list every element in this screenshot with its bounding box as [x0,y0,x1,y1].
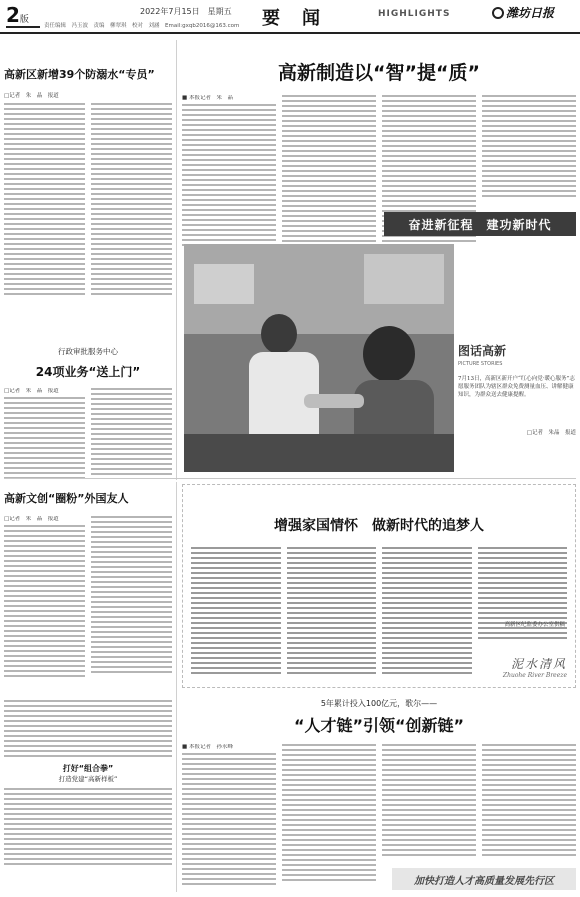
body-text-col2 [91,516,172,677]
article-byline: □记者 朱 晶 报道 [4,93,59,99]
article-title: 高新区新增39个防溺水“专员” [4,68,155,81]
logo-icon [492,7,504,19]
article-party-building [4,700,172,892]
article-title: 24项业务“送上门” [35,365,141,379]
body-text-col2 [282,744,376,885]
article-family-patriotism [182,484,576,688]
footer-slogan-text: 加快打造人才高质量发展先行区 [414,875,554,887]
article-byline: ■ 本报记者 朱 晶 [182,95,233,101]
page-header [0,0,580,34]
article-subtitle: 打造党建“高新样板” [58,775,118,783]
article-title: 打好“组合拳” [62,764,114,773]
banner-text: 奋进新征程 建功新时代 [408,217,552,232]
article-title: 增强家国情怀 做新时代的追梦人 [274,518,484,534]
section-en: HIGHLIGHTS [378,9,451,19]
photo-story-brand: 图话高新 [458,344,507,358]
body-text-upper [4,700,172,757]
clean-column-title-en: Zhuohe River Breeze [502,672,567,679]
article-byline: ■ 本报记者 孙永峰 [182,744,233,750]
article-talent-chain [182,694,576,892]
section-title: 要 闻 [262,8,322,29]
article-byline: □记者 朱 晶 报道 [4,388,59,394]
body-text-col4 [482,744,576,885]
body-text-col1 [4,516,85,677]
article-byline: 高新区纪监委办公室供稿 [504,622,565,628]
article-kicker: 5年累计投入100亿元，歌尔—— [320,699,438,708]
banner-strip [384,212,576,236]
page-unit: 版 [19,15,29,25]
body-text-col2 [282,95,376,246]
photo-illustration [184,244,454,472]
body-text-col2 [91,388,172,479]
page-number-box [6,4,40,28]
body-text-col3 [382,744,476,885]
clean-column-title: 泥水清风 [510,657,567,671]
body-text-col2 [91,103,172,295]
photo-story-logo [458,342,576,359]
column-divider [176,482,177,892]
clean-column-logo [503,655,567,679]
body-text-col3 [382,547,472,674]
body-text-col2 [287,547,377,674]
section-divider [4,478,576,479]
page-number: 2 [6,3,20,27]
header-date: 2022年7月15日 星期五 [140,7,232,16]
header-rule [0,32,580,34]
article-approval-service [4,330,172,476]
article-byline: □记者 朱 晶 报道 [4,516,59,522]
body-text-col1 [182,95,276,246]
body-text-col1 [191,547,281,674]
photo-story-column [458,244,576,472]
body-text-col1 [4,388,85,479]
photo-story-brand-en: PICTURE STORIES [458,361,503,367]
paper-name: 潍坊日报 [506,6,555,20]
paper-logo [492,4,554,21]
article-foreign-friends [4,480,172,696]
body-text-col1 [182,744,276,885]
article-kicker: 行政审批服务中心 [58,347,118,356]
photo-byline: □记者 朱晶 报道 [526,430,576,436]
footer-slogan [392,868,576,890]
header-editors: 责任编辑 冯玉波 责编 柳翠琪 校对 刘涵 Email:gxqb2016@163.com [44,23,240,29]
article-title: 高新文创“圈粉”外国友人 [4,492,129,505]
body-text-col1 [4,103,85,295]
article-title: 高新制造以“智”提“质” [278,62,480,84]
photo-caption: 7月13日，高新区新开户“红心向党·暖心服务”志愿服务团队为辖区群众免费测量血压、讲解健康知识，为群众送去健康提醒。 [458,376,575,398]
body-text-lower [4,788,172,865]
news-photo [184,244,454,472]
article-title: “人才链”引领“创新链” [293,716,465,735]
article-drowning-prevention [4,60,172,318]
column-divider [176,40,177,480]
